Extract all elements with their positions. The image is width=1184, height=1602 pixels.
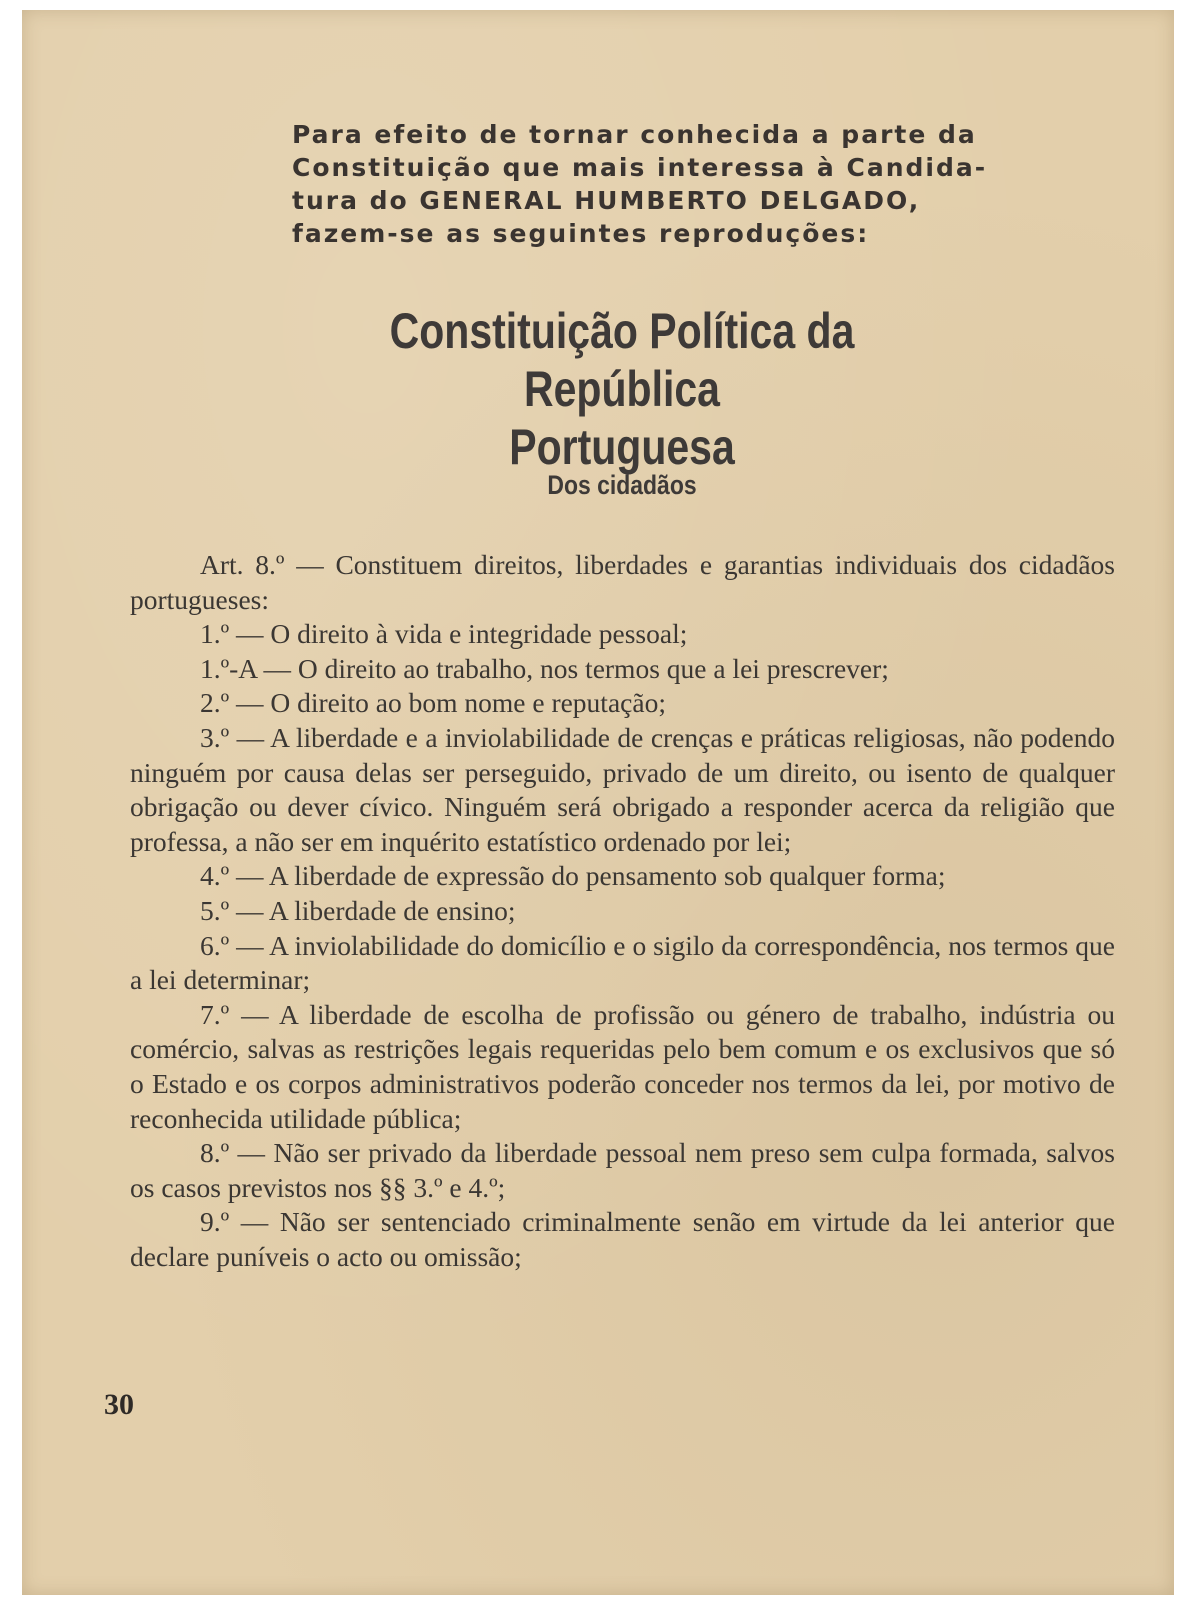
article-paragraph: 9.º — Não ser sentenciado criminalmente senão em virtude da lei anterior que declare puníveis o acto ou omissão;: [130, 1206, 1115, 1272]
article-paragraph: Art. 8.º — Constituem direitos, liberdades e garantias individuais dos cidadãos portugueses:: [130, 549, 1115, 615]
title-line: Portuguesa: [509, 419, 735, 475]
document-title: [294, 302, 950, 476]
article-paragraph: 3.º — A liberdade e a inviolabilidade de crenças e práticas religiosas, não podendo ninguém por causa delas ser perseguido, privado de um direito, ou isento de qualquer obrigação ou dever cívico. Ninguém será obrigado a responder acerca da religião que professa, a não ser em inquérito estatístico ordenado por lei;: [130, 721, 1115, 857]
article-paragraph: 8.º — Não ser privado da liberdade pessoal nem preso sem culpa formada, salvos os casos previstos nos §§ 3.º e 4.º;: [130, 1137, 1115, 1203]
section-heading: Dos cidadãos: [547, 470, 697, 500]
preface-line: tura do GENERAL HUMBERTO DELGADO,: [292, 186, 921, 215]
article-paragraph: 6.º — A inviolabilidade do domicílio e o sigilo da correspondência, nos termos que a lei determinar;: [130, 929, 1115, 996]
article-paragraph: 4.º — A liberdade de expressão do pensamento sob qualquer forma;: [200, 860, 946, 892]
page-number: 30: [104, 1388, 134, 1421]
title-line: Constituição Política da República: [389, 303, 855, 417]
article-paragraph: 2.º — O direito ao bom nome e reputação;: [200, 687, 666, 719]
preface-line: Constituição que mais interessa à Candida-: [292, 153, 988, 182]
preface-line: Para efeito de tornar conhecida a parte da: [292, 120, 977, 149]
preface-line: fazem-se as seguintes reproduções:: [292, 219, 870, 248]
article-paragraph: 1.º — O direito à vida e integridade pessoal;: [200, 618, 688, 650]
article-paragraph: 5.º — A liberdade de ensino;: [200, 894, 516, 926]
article-paragraph: 7.º — A liberdade de escolha de profissão ou género de trabalho, indústria ou comércio, salvas as restrições legais requeridas pelo bem comum e os exclusivos que só o Estado e os corpos administrativos poderão conceder nos termos da lei, por motivo de reconhecida utilidade pública;: [130, 998, 1115, 1134]
article-body: [130, 548, 1115, 1274]
article-paragraph: 1.º-A — O direito ao trabalho, nos termos que a lei prescrever;: [200, 652, 889, 684]
document-page: [22, 10, 1174, 1595]
preface-note: [292, 118, 992, 250]
